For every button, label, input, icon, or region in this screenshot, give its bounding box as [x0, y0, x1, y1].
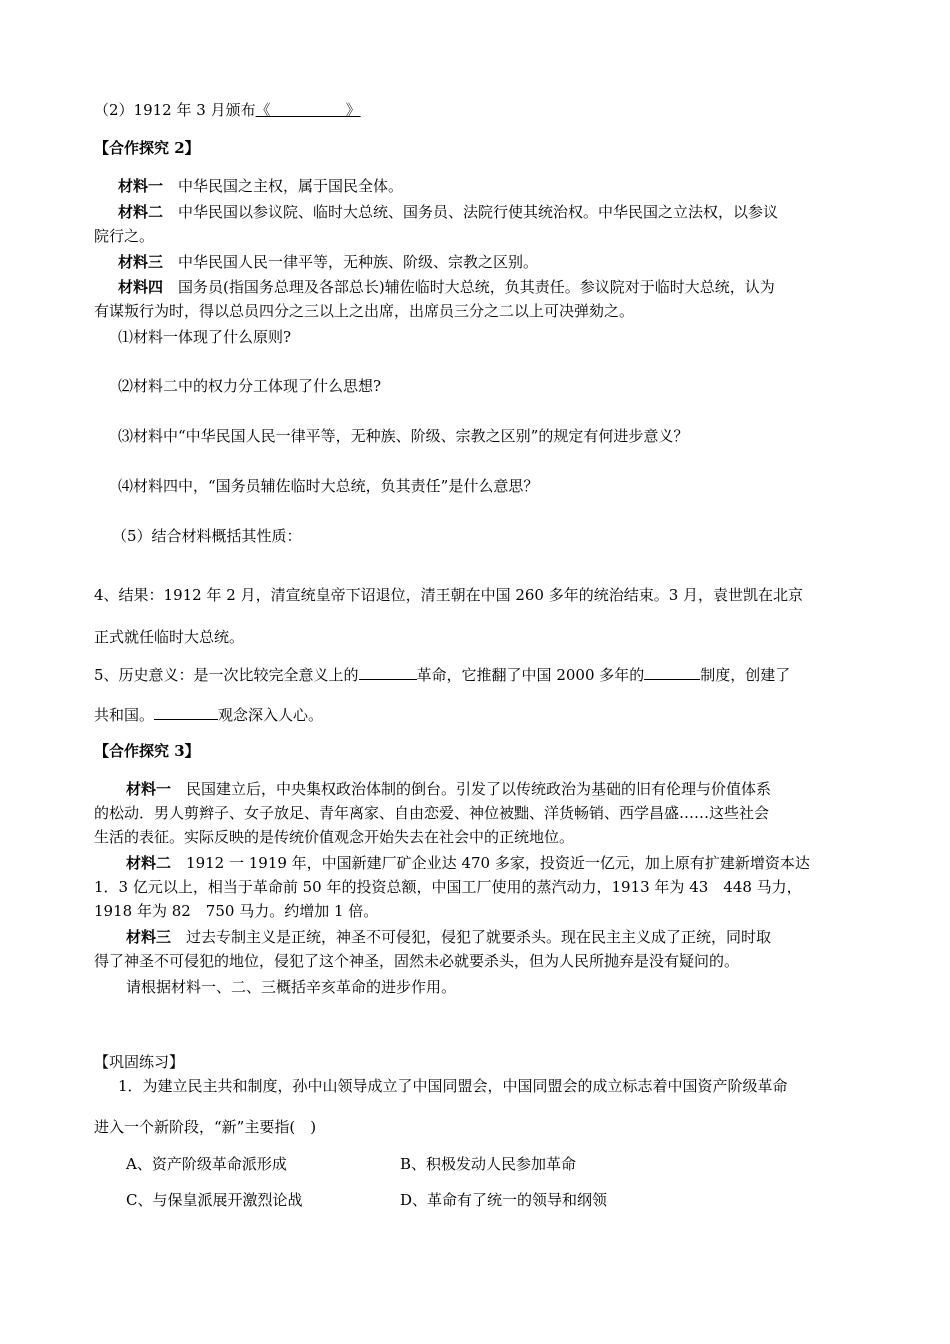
m2-label: 材料二 [118, 203, 164, 221]
section3-m2 [126, 853, 810, 873]
section2-title: 【合作探究 2】 [94, 139, 200, 157]
section2-m2-cont: 院行之。 [94, 227, 155, 245]
practice-q1-line1: 1．为建立民主共和制度，孙中山领导成立了中国同盟会，中国同盟会的成立标志着中国资产阶级革命 [118, 1077, 788, 1095]
q2-line [94, 100, 361, 120]
section3-m2-line2: 1．3 亿元以上，相当于革命前 50 年的投资总额，中国工厂使用的蒸汽动力，1913 年为 43 448 马力， [94, 878, 802, 896]
significance-text-3: 制度，创建了 [700, 666, 791, 684]
significance-text-4: 共和国。 [94, 706, 155, 724]
section3-m3 [126, 927, 771, 947]
m4-text1: 国务员(指国务总理及各部总长)辅佐临时大总统，负其责任。参议院对于临时大总统，认为 [178, 278, 775, 296]
significance-text-5: 观念深入人心。 [218, 706, 324, 724]
option-c: C、与保皇派展开激烈论战 [126, 1191, 303, 1209]
q2-prefix: （2）1912 年 3 月颁布 [94, 101, 256, 119]
blank-idea [154, 704, 218, 720]
section3-m2-line3: 1918 年为 82 750 马力。约增加 1 倍。 [94, 902, 379, 920]
blank-system [644, 664, 700, 680]
section2-m4 [118, 277, 775, 297]
question-5: （5）结合材料概括其性质： [112, 527, 302, 545]
section3-title: 【合作探究 3】 [94, 742, 200, 760]
section3-m1-line3: 生活的表征。实际反映的是传统价值观念开始失去在社会中的正统地位。 [94, 828, 575, 846]
result-line-2: 正式就任临时大总统。 [94, 628, 245, 646]
practice-q1-line2: 进入一个新阶段，“新”主要指( ) [94, 1118, 317, 1136]
m2-text1: 中华民国以参议院、临时大总统、国务员、法院行使其统治权。中华民国之立法权，以参议 [178, 203, 779, 221]
m1-label: 材料一 [118, 177, 164, 195]
section3-m3-line2: 得了神圣不可侵犯的地位，侵犯了这个神圣，固然未必就要杀头，但为人民所抛弃是没有疑问的。 [94, 952, 740, 970]
s3-m1-label: 材料一 [126, 780, 172, 798]
section2-m2 [118, 202, 778, 222]
section3-ask: 请根据材料一、二、三概括辛亥革命的进步作用。 [126, 978, 457, 996]
question-3: ⑶材料中“中华民国人民一律平等，无种族、阶级、宗教之区别”的规定有何进步意义？ [118, 427, 689, 445]
significance-line-2 [94, 704, 323, 725]
section3-m1 [126, 779, 771, 799]
question-4: ⑷材料四中，“国务员辅佐临时大总统，负其责任”是什么意思？ [118, 477, 539, 495]
significance-line-1 [94, 664, 790, 685]
section2-m3 [118, 252, 538, 272]
m3-text: 中华民国人民一律平等，无种族、阶级、宗教之区别。 [178, 253, 539, 271]
significance-text-1: 5、历史意义：是一次比较完全意义上的 [94, 666, 359, 684]
m3-label: 材料三 [118, 253, 164, 271]
s3-m3-label: 材料三 [126, 928, 172, 946]
s3-m2-label: 材料二 [126, 854, 172, 872]
practice-title: 【巩固练习】 [94, 1053, 185, 1071]
s3-m3-text1: 过去专制主义是正统，神圣不可侵犯，侵犯了就要杀头。现在民主主义成了正统，同时取 [186, 928, 772, 946]
m1-text: 中华民国之主权，属于国民全体。 [178, 177, 404, 195]
section3-m1-line2: 的松动．男人剪辫子、女子放足、青年离家、自由恋爱、神位被黜、洋货畅销、西学昌盛……这些社会 [94, 804, 770, 822]
q2-blank: 《 》 [255, 101, 361, 119]
result-line-1: 4、结果：1912 年 2 月，清宣统皇帝下诏退位，清王朝在中国 260 多年的统治结束。3 月，袁世凯在北京 [94, 586, 804, 604]
significance-text-2: 革命，它推翻了中国 2000 多年的 [416, 666, 645, 684]
blank-revolution [359, 664, 417, 680]
option-b: B、积极发动人民参加革命 [400, 1155, 577, 1173]
section2-m4-cont: 有谋叛行为时，得以总员四分之三以上之出席，出席员三分之二以上可决弹劾之。 [94, 302, 635, 320]
section2-m1 [118, 176, 403, 196]
option-a: A、资产阶级革命派形成 [126, 1155, 287, 1173]
question-1: ⑴材料一体现了什么原则? [118, 328, 292, 346]
s3-m1-text1: 民国建立后，中央集权政治体制的倒台。引发了以传统政治为基础的旧有伦理与价值体系 [186, 780, 772, 798]
m4-label: 材料四 [118, 278, 164, 296]
s3-m2-text1: 1912 一 1919 年，中国新建厂矿企业达 470 多家，投资近一亿元，加上原有扩建新增资本达 [186, 854, 810, 872]
option-d: D、革命有了统一的领导和纲领 [400, 1191, 608, 1209]
question-2: ⑵材料二中的权力分工体现了什么思想? [118, 377, 382, 395]
